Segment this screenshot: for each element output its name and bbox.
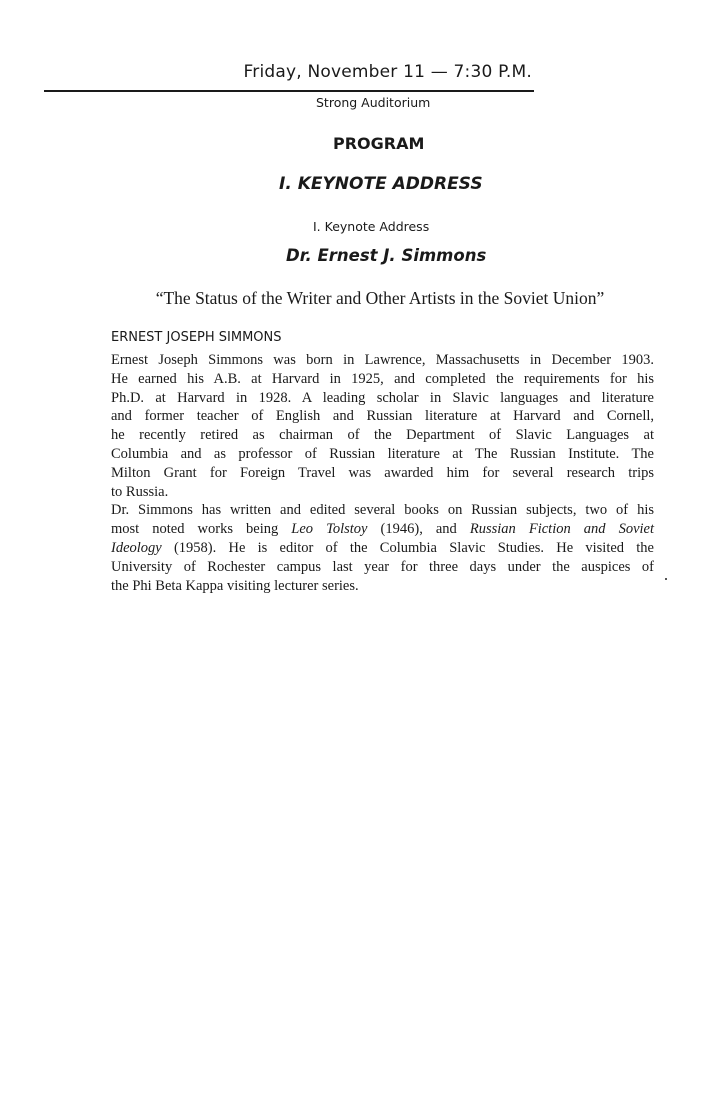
bio-line: he recently retired as chairman of the Department of Slavic Languages at [111, 427, 654, 444]
bio-line: Ernest Joseph Simmons was born in Lawrence, Massachusetts in December 1903. [111, 352, 654, 368]
book-title-ideology: Ideology [111, 539, 162, 556]
bio-text: (1958). He is editor of the Columbia Slavic Studies. He visited the [161, 539, 654, 556]
bio-paragraph-2 [111, 501, 654, 595]
bio-line: the Phi Beta Kappa visiting lecturer series. [111, 577, 359, 594]
bio-line [111, 520, 654, 539]
bio-line [111, 539, 654, 558]
bio-heading: ERNEST JOSEPH SIMMONS [111, 330, 282, 345]
bio-line: Milton Grant for Foreign Travel was awarded him for several research trips [111, 464, 654, 481]
speaker-name: Dr. Ernest J. Simmons [286, 246, 487, 265]
bio-line: Ph.D. at Harvard in 1928. A leading scholar in Slavic languages and literature [111, 389, 654, 406]
bio-line: and former teacher of English and Russian literature at Harvard and Cornell, [111, 408, 654, 425]
book-title-russian-fiction: Russian Fiction and Soviet [469, 521, 655, 538]
section-heading: I. KEYNOTE ADDRESS [279, 174, 483, 194]
bio-line: He earned his A.B. at Harvard in 1925, and completed the requirements for his [111, 370, 654, 387]
bio-paragraph-1 [111, 351, 654, 501]
bio-body [111, 351, 654, 595]
book-title-leo-tolstoy: Leo Tolstoy [291, 521, 368, 538]
bio-line: Columbia and as professor of Russian literature at The Russian Institute. The [111, 445, 654, 462]
program-title: PROGRAM [333, 134, 425, 153]
bio-text: (1946), and [367, 521, 470, 538]
bio-line: to Russia. [111, 483, 169, 500]
talk-title: “The Status of the Writer and Other Artists in the Soviet Union” [155, 288, 605, 308]
header-rule [44, 90, 534, 92]
bio-line: University of Rochester campus last year for three days under the auspices of [111, 558, 654, 575]
event-date-time: Friday, November 11 — 7:30 P.M. [243, 62, 532, 82]
margin-speck [665, 578, 667, 580]
program-item-label: I. Keynote Address [313, 219, 430, 234]
bio-text: most noted works being [111, 521, 292, 538]
venue-name: Strong Auditorium [316, 95, 431, 110]
bio-line: Dr. Simmons has written and edited several books on Russian subjects, two of his [111, 502, 654, 519]
